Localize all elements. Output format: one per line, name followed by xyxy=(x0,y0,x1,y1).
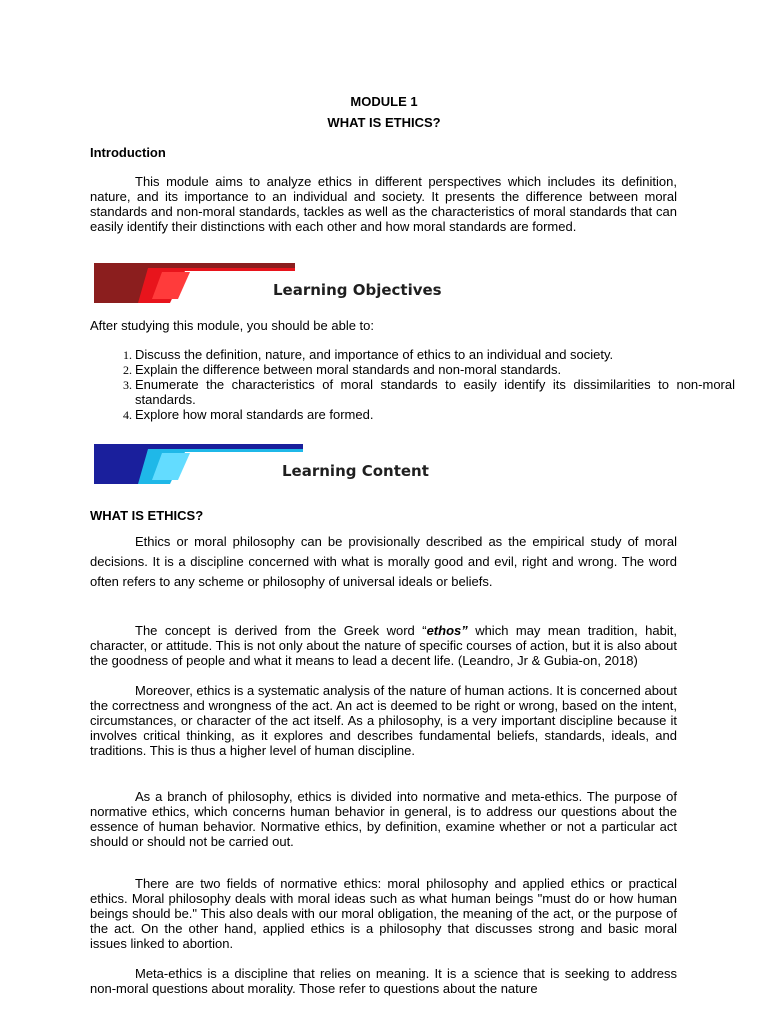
module-number: MODULE 1 xyxy=(350,94,418,109)
paragraph-2: The concept is derived from the Greek word “ethos” which may mean tradition, habit, character, or attitude. This is not only about the nature of specific courses of action, but it is also about the goodness of people and what it means to lead a decent life. (Leandro, Jr & Gubia-on, 2018) xyxy=(90,623,677,668)
paragraph-5: There are two fields of normative ethics: moral philosophy and applied ethics or practical ethics. Moral philosophy deals with moral ideas such as what human beings "must do or how human beings should be." This also deals with our moral obligation, the meaning of the act, or the purpose of the act. On the other hand, applied ethics is a philosophy that discusses strong and basic moral issues linked to abortion. xyxy=(90,876,677,951)
objective-item: 2. Explain the difference between moral standards and non-moral standards. xyxy=(135,362,735,377)
learning-objectives-banner xyxy=(90,263,300,310)
introduction-heading: Introduction xyxy=(90,145,166,160)
paragraph-1: Ethics or moral philosophy can be provisionally described as the empirical study of moral decisions. It is a discipline concerned with what is morally good and evil, right and wrong. The word often refers to any scheme or philosophy of universal ideals or beliefs. xyxy=(90,534,677,589)
blue-stripe-graphic xyxy=(90,444,305,486)
learning-objectives-title: Learning Objectives xyxy=(273,281,442,299)
objective-item: 3. Enumerate the characteristics of moral standards to easily identify its dissimilarities to non-moral standards. xyxy=(135,377,735,407)
section-heading: WHAT IS ETHICS? xyxy=(90,508,204,523)
objectives-list xyxy=(90,347,735,422)
module-title: WHAT IS ETHICS? xyxy=(327,115,441,130)
greek-word: ethos” xyxy=(426,623,468,638)
objective-item: 1. Discuss the definition, nature, and importance of ethics to an individual and society. xyxy=(135,347,735,362)
paragraph-3: Moreover, ethics is a systematic analysis of the nature of human actions. It is concerned about the correctness and wrongness of the act. An act is deemed to be right or wrong, based on the intent, circumstances, or character of the act itself. As a philosophy, is a very important discipline because it involves critical thinking, as it explores and describes fundamental beliefs, standards, ideals, and traditions. This is thus a higher level of human discipline. xyxy=(90,683,677,758)
learning-content-banner xyxy=(90,444,305,491)
paragraph-4: As a branch of philosophy, ethics is divided into normative and meta-ethics. The purpose of normative ethics, which concerns human behavior in general, is to address our questions about the essence of human behavior. Normative ethics, by definition, examine whether or not a particular act should or should not be carried out. xyxy=(90,789,677,849)
objective-item: 4. Explore how moral standards are formed. xyxy=(135,407,735,422)
paragraph-6: Meta-ethics is a discipline that relies on meaning. It is a science that is seeking to address non-moral questions about morality. Those refer to questions about the nature xyxy=(90,966,677,996)
objectives-lead: After studying this module, you should be able to: xyxy=(90,318,375,333)
learning-content-title: Learning Content xyxy=(282,462,429,480)
introduction-paragraph: This module aims to analyze ethics in different perspectives which includes its definition, nature, and its importance to an individual and society. It presents the difference between moral standards and non-moral standards, tackles as well as the characteristics of moral standards that can easily identify their distinctions with each other and how moral standards are formed. xyxy=(90,174,677,234)
red-stripe-graphic xyxy=(90,263,300,305)
